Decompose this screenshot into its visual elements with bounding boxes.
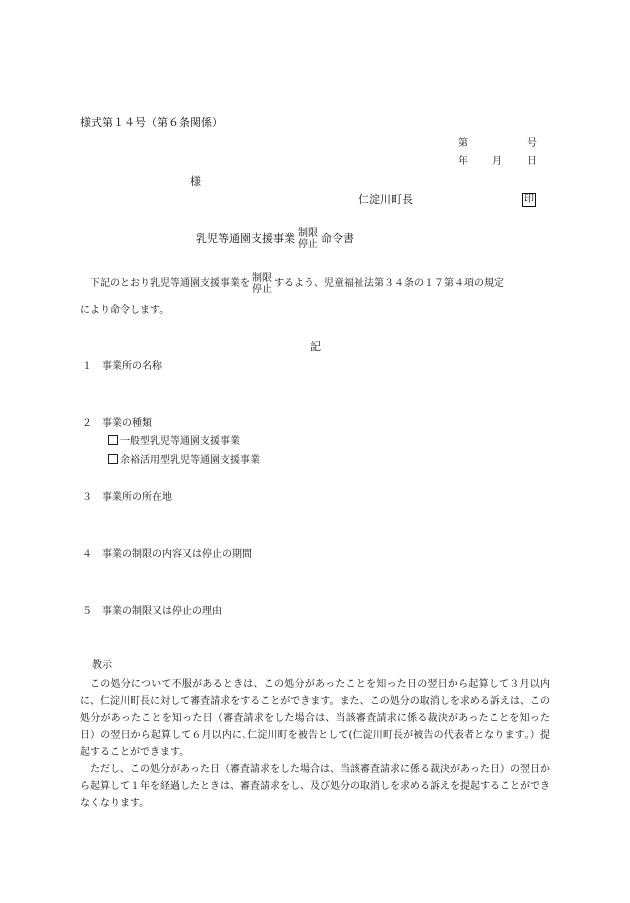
item-2-label: 事業の種類 bbox=[102, 418, 152, 429]
date-day: 日 bbox=[527, 156, 537, 167]
title-option-stack bbox=[298, 228, 318, 250]
intro-option-restrict: 制限 bbox=[252, 273, 272, 284]
item-5-label: 事業の制限又は停止の理由 bbox=[102, 606, 222, 617]
title-option-restrict: 制限 bbox=[298, 228, 318, 239]
checkbox-surplus[interactable] bbox=[108, 454, 118, 464]
item-3-label: 事業所の所在地 bbox=[102, 492, 172, 503]
notice-body bbox=[80, 676, 550, 812]
item-5-number: ５ bbox=[82, 606, 92, 617]
item-1-number: １ bbox=[82, 361, 92, 372]
business-type-general bbox=[108, 435, 240, 449]
business-type-surplus-label: 余裕活用型乳児等通園支援事業 bbox=[120, 455, 260, 466]
item-2-number: ２ bbox=[82, 418, 92, 429]
seal-mark: 印 bbox=[524, 194, 534, 205]
notice-heading: 教示 bbox=[92, 660, 112, 671]
doc-number-prefix: 第 bbox=[458, 138, 468, 149]
business-type-general-label: 一般型乳児等通園支援事業 bbox=[120, 436, 240, 447]
item-3-number: ３ bbox=[82, 492, 92, 503]
title-prefix: 乳児等通園支援事業 bbox=[196, 232, 295, 245]
intro-option-suspend: 停止 bbox=[252, 284, 272, 295]
title-option-suspend: 停止 bbox=[298, 239, 318, 250]
form-number: 様式第１４号（第６条関係） bbox=[80, 116, 223, 129]
ki-heading: 記 bbox=[310, 340, 321, 353]
notice-paragraph-2: ただし、この処分があった日（審査請求をした場合は、当該審査請求に係る裁決があった日）の翌日から起算して１年を経過したときは、審査請求をし、及び処分の取消しを求める訴えを提起することができなくなります。 bbox=[80, 764, 550, 809]
doc-number-suffix: 号 bbox=[527, 138, 537, 149]
business-type-surplus bbox=[108, 454, 260, 468]
title-suffix: 命令書 bbox=[321, 232, 354, 245]
date-month: 月 bbox=[492, 156, 502, 167]
checkbox-general[interactable] bbox=[108, 435, 118, 445]
issuer-name: 仁淀川町長 bbox=[358, 193, 413, 206]
intro-part-2: するよう、児童福祉法第３４条の１７第４項の規定 bbox=[274, 278, 504, 289]
intro-option-stack bbox=[252, 273, 272, 295]
item-1-label: 事業所の名称 bbox=[102, 361, 162, 372]
intro-line-2: により命令します。 bbox=[80, 305, 170, 316]
item-4-label: 事業の制限の内容又は停止の期間 bbox=[102, 549, 252, 560]
intro-line-1 bbox=[90, 273, 504, 295]
notice-paragraph-1: この処分について不服があるときは、この処分があったことを知った日の翌日から起算して３月以内に、仁淀川町長に対して審査請求をすることができます。また、この処分の取消しを求める訴えは、この処分があったことを知った日（審査請求をした場合は、当該審査請求に係る裁決があったことを知った日）の翌日から起算して６月以内に､仁淀川町を被告として(仁淀川町長が被告の代表者となります｡）提起することができます。 bbox=[80, 679, 550, 758]
document-title bbox=[196, 228, 354, 250]
item-4-number: ４ bbox=[82, 549, 92, 560]
date-year: 年 bbox=[458, 156, 468, 167]
addressee-suffix: 様 bbox=[190, 175, 201, 188]
intro-part-1: 下記のとおり乳児等通園支援事業を bbox=[90, 278, 250, 289]
